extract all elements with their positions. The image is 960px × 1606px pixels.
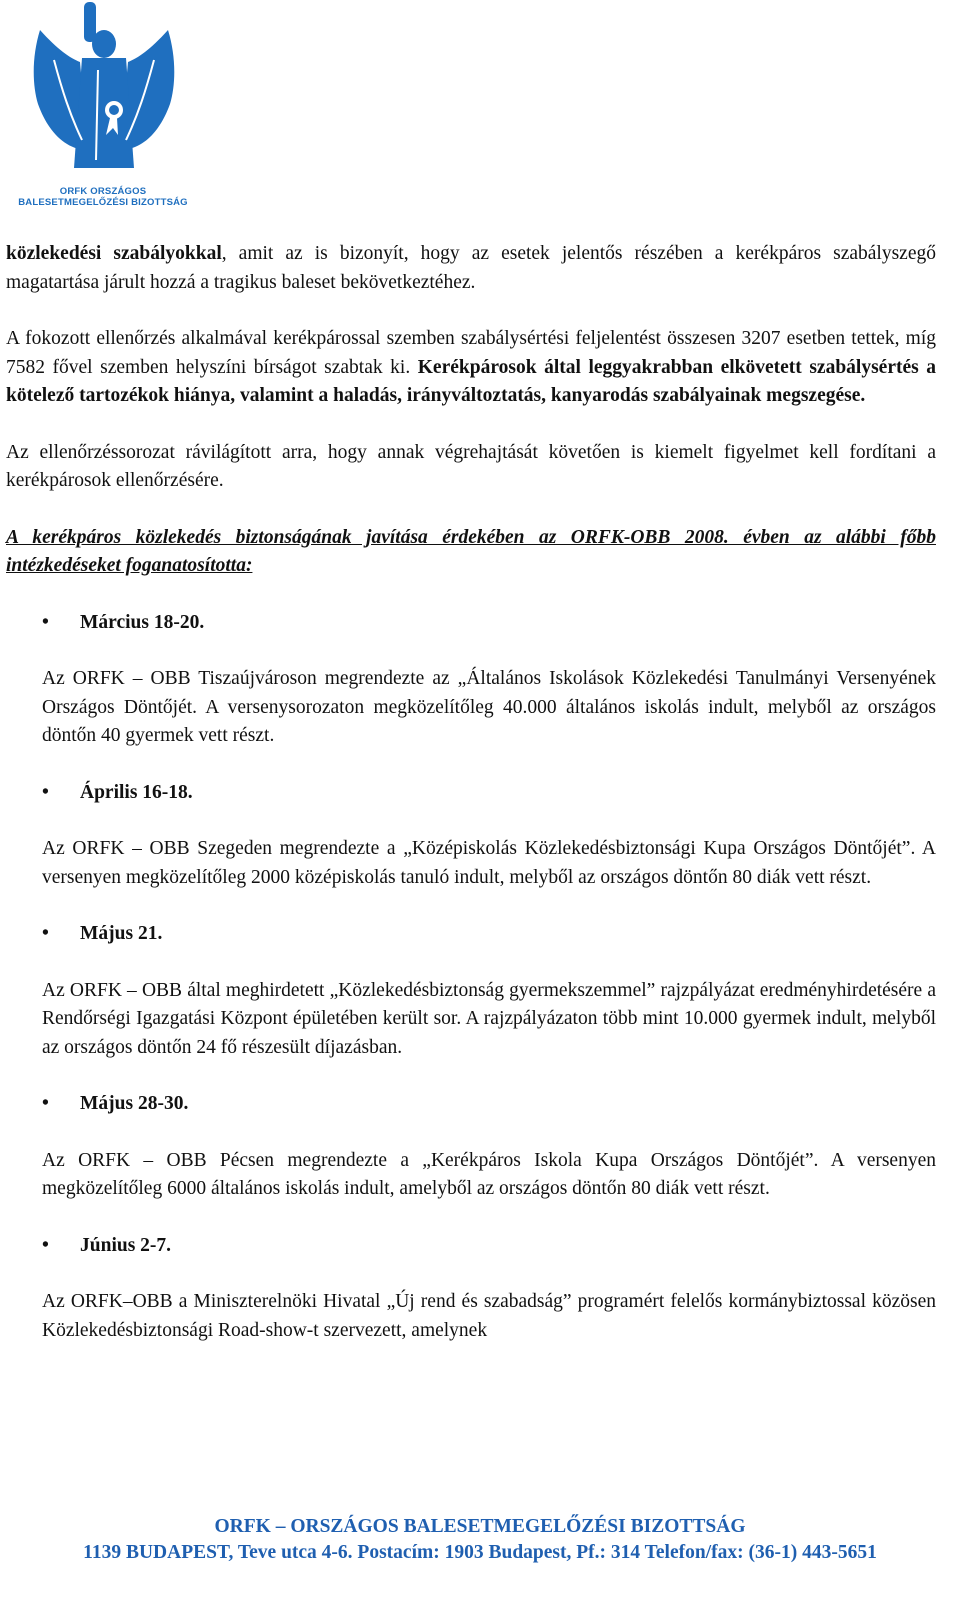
bullet-icon: • [42,611,49,633]
event-text-1: Az ORFK – OBB Tiszaújvároson megrendezte az „Általános Iskolások Közlekedési Tanulmányi Versenyének Országos Döntőjét. A versenysorozaton megközelítőleg 40.000 általános iskolás indult, melyből az országos döntőn 40 gyermek vett részt. [42,668,936,746]
event-date-2 [42,779,936,808]
event-date-label: Március 18-20. [80,611,205,633]
event-date-1 [42,609,936,638]
paragraph-1-bold: közlekedési szabályokkal [6,243,222,264]
event-date-label: Június 2-7. [80,1234,172,1256]
paragraph-1-text: , amit az is bizonyít, hogy az esetek jelentős részében a kerékpáros szabályszegő magatartása járult hozzá a tragikus baleset bekövetkeztéhez. [6,243,936,293]
section-heading: A kerékpáros közlekedés biztonságának javítása érdekében az ORFK-OBB 2008. évben az alábbi főbb intézkedéseket foganatosította: [6,526,936,576]
event-date-3 [42,920,936,949]
bullet-icon: • [42,923,49,944]
event-date-label: Április 16-18. [80,781,193,803]
event-text-2: Az ORFK – OBB Szegeden megrendezte a „Középiskolás Közlekedésbiztonsági Kupa Országos Döntőjét”. A versenyen megközelítőleg 2000 középiskolás tanuló indult, melyből az országos döntőn 80 diák vett részt. [42,838,936,888]
footer-address: 1139 BUDAPEST, Teve utca 4-6. Postacím: 1903 Budapest, Pf.: 314 Telefon/fax: (36-1) 443-5651 [83,1542,877,1563]
bullet-icon: • [42,1234,49,1256]
paragraph-3: Az ellenőrzéssorozat rávilágított arra, hogy annak végrehajtását követően is kiemelt figyelmet kell fordítani a kerékpárosok ellenőrzésére. [6,441,936,491]
event-text-3: Az ORFK – OBB által meghirdetett „Közlekedésbiztonság gyermekszemmel” rajzpályázat eredményhirdetésére a Rendőrségi Igazgatási Központ épületében került sor. A rajzpályázaton több mint 10.000 gyermek indult, melyből az országos döntőn 24 fő részesült díjazásban. [42,979,936,1058]
logo [18,0,188,212]
event-date-5 [42,1232,936,1261]
event-date-label: Május 21. [80,923,163,944]
event-text-4: Az ORFK – OBB Pécsen megrendezte a „Kerékpáros Iskola Kupa Országos Döntőjét”. A versenyen megközelítőleg 6000 általános iskolás indult, amelyből az országos döntőn 80 diák vett részt. [42,1149,936,1199]
event-date-label: Május 28-30. [80,1093,189,1114]
logo-line-1: ORFK ORSZÁGOS [59,186,147,197]
paragraph-1 [6,240,936,297]
document-body [6,240,936,1373]
logo-line-2: BALESETMEGELŐZÉSI BIZOTTSÁG [18,197,188,208]
footer-org-name: ORFK – ORSZÁGOS BALESETMEGELŐZÉSI BIZOTTSÁG [214,1516,746,1537]
footer [0,1514,960,1566]
bullet-icon: • [42,1093,49,1114]
paragraph-2-text: A fokozott ellenőrzés alkalmával kerékpárossal szemben szabálysértési feljelentést összesen 3207 esetben tettek, míg 7582 fővel szemben helyszíni bírságot szabtak ki. [6,328,936,378]
event-text-5: Az ORFK–OBB a Miniszterelnöki Hivatal „Új rend és szabadság” programért felelős kormánybiztossal közösen Közlekedésbiztonsági Road-show-t szervezett, amelynek [42,1291,936,1341]
paragraph-2-bold: Kerékpárosok által leggyakrabban elkövetett szabálysértés a kötelező tartozékok hiánya, valamint a haladás, irányváltoztatás, kanyarodás szabályainak megszegése. [6,356,936,406]
paragraph-2 [6,325,936,411]
bullet-icon: • [42,781,49,803]
logo-emblem-icon [18,0,188,185]
event-date-4 [42,1090,936,1119]
